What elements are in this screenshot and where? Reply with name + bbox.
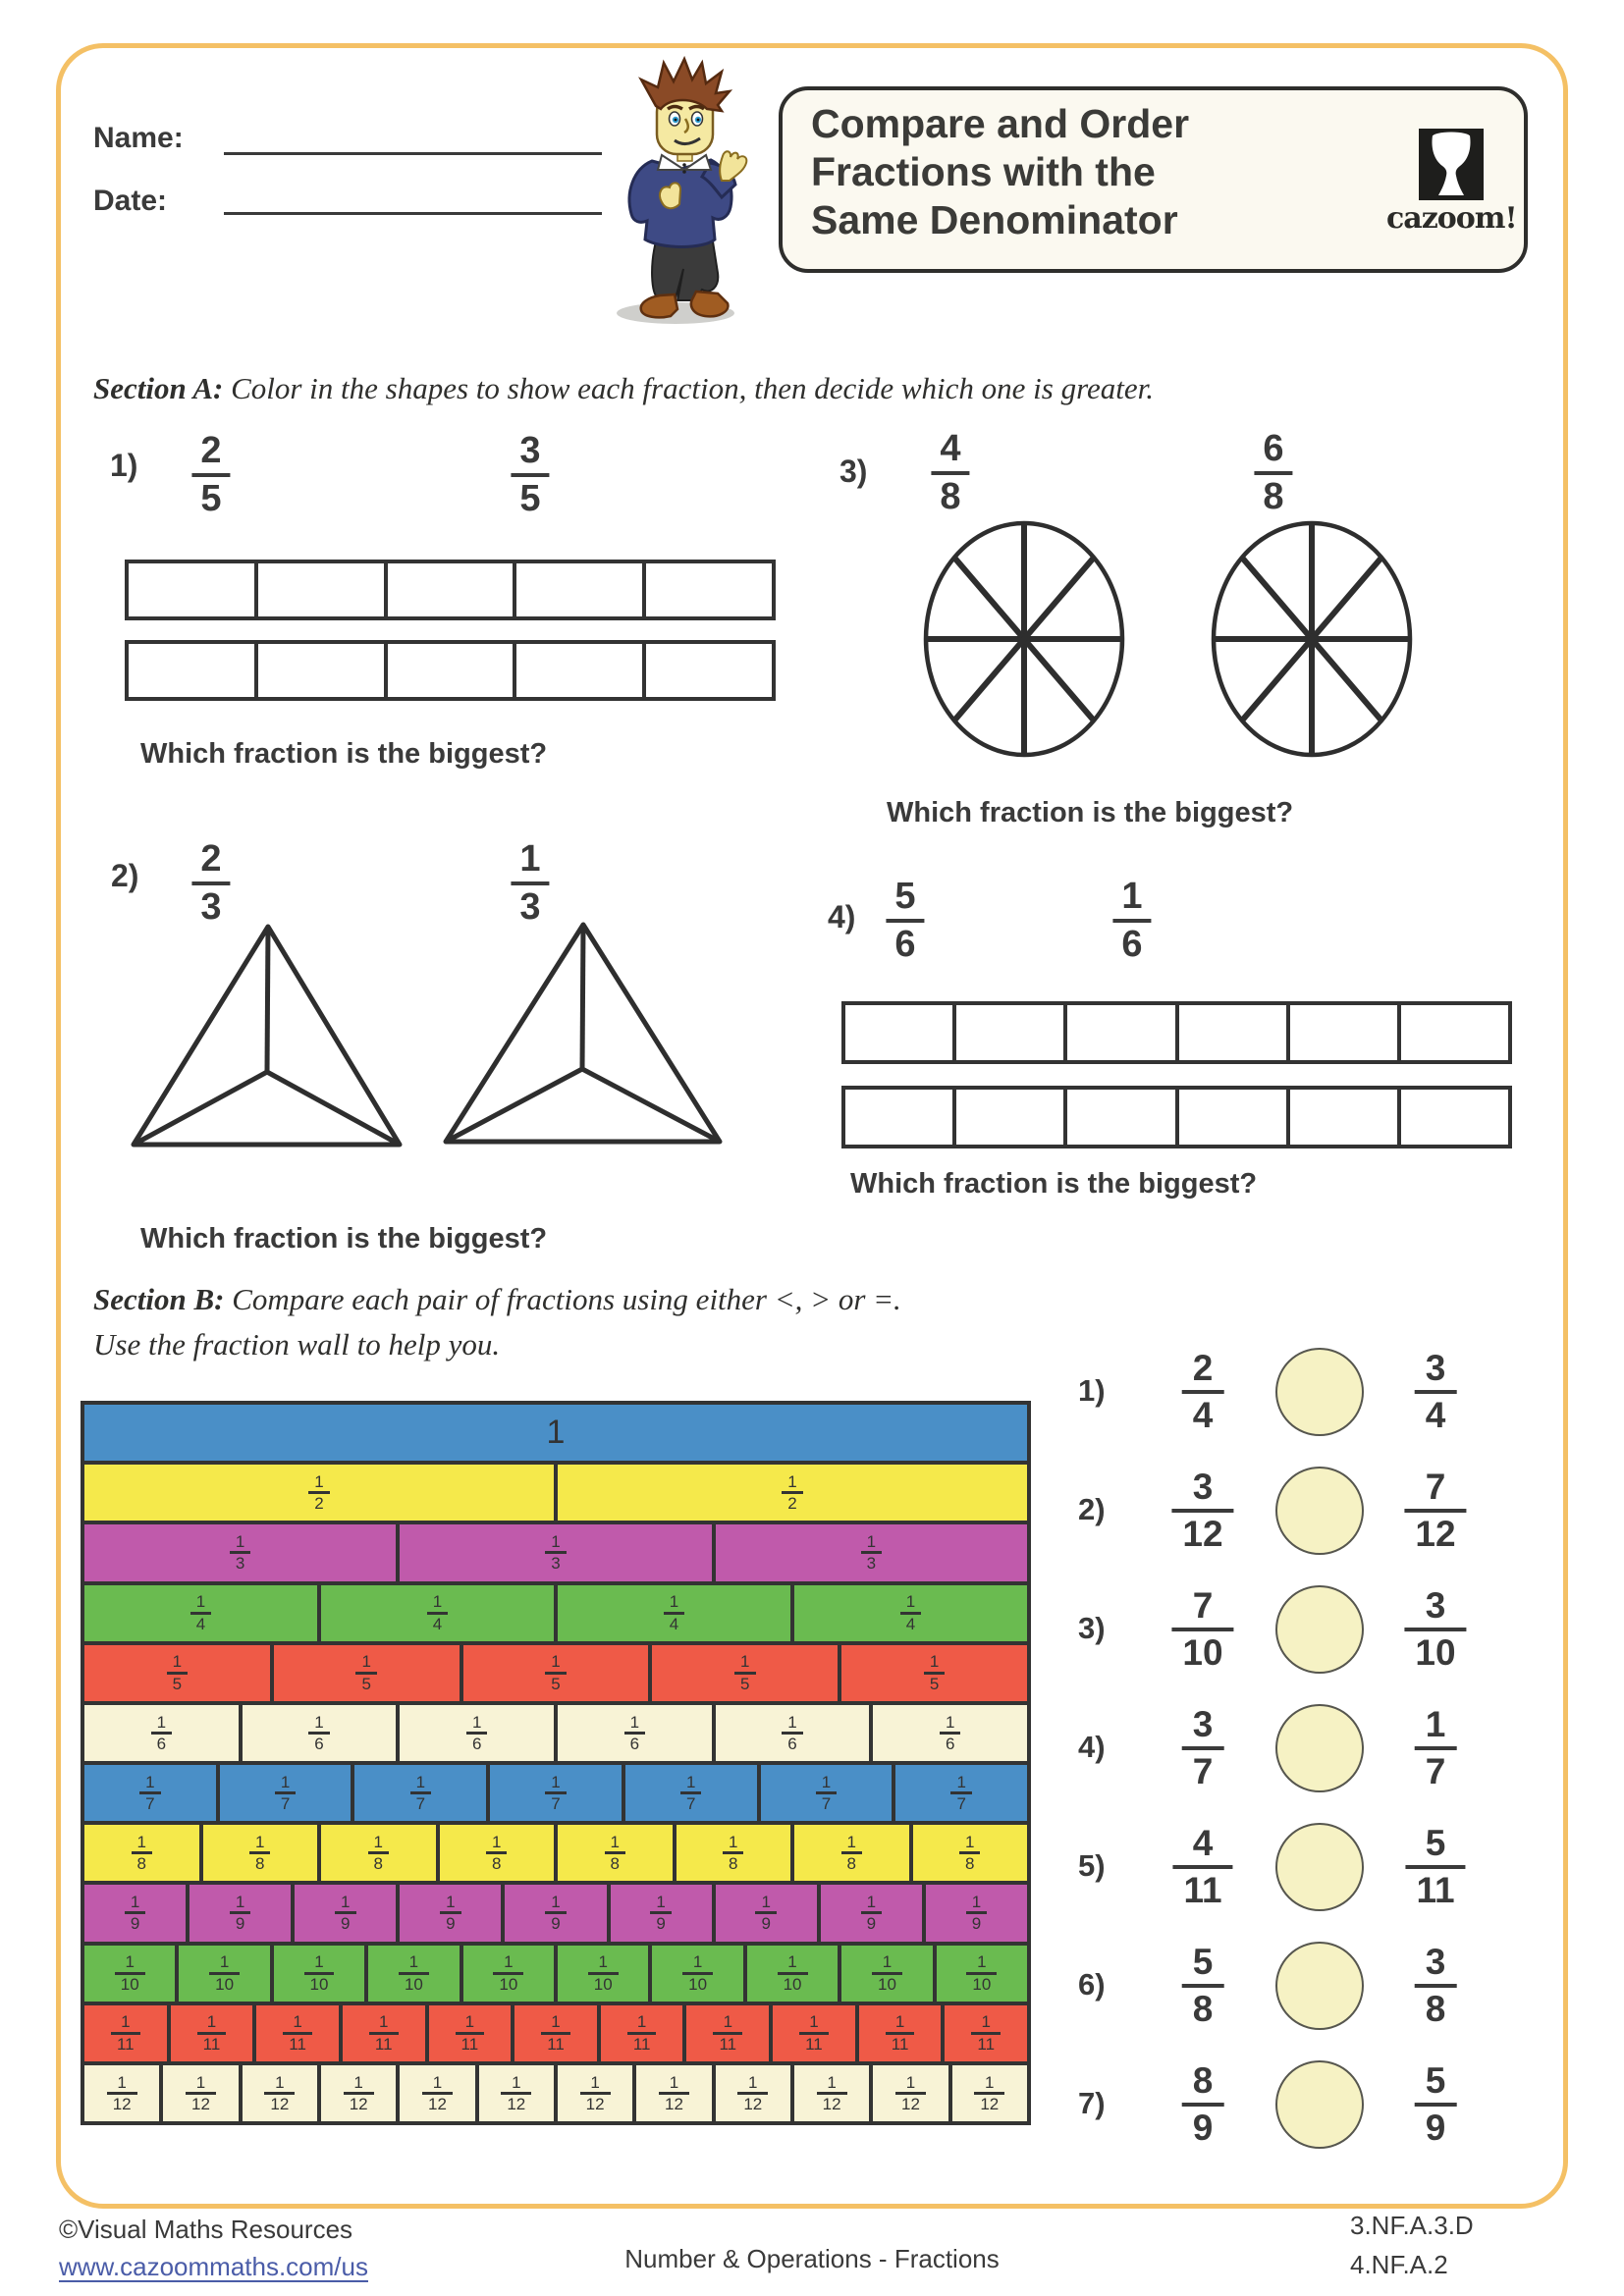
fraction-bar-cell[interactable] <box>1397 1090 1508 1145</box>
wall-cell <box>84 1465 554 1521</box>
fraction-wall <box>81 1401 1031 2125</box>
date-input-line[interactable] <box>224 212 602 215</box>
problem-3-circle-left[interactable] <box>921 518 1127 760</box>
wall-cell <box>163 2065 238 2121</box>
fraction: $\frac{1}{8}$ <box>723 1834 743 1873</box>
wall-cell <box>505 1885 606 1941</box>
problem-4-bar-bottom[interactable] <box>841 1086 1512 1148</box>
fraction: $\frac{1}{7}$ <box>950 1774 971 1813</box>
fraction: 5 8 <box>1182 1944 1224 2027</box>
fraction: $\frac{1}{6}$ <box>940 1714 960 1753</box>
fraction-bar-cell[interactable] <box>642 563 772 616</box>
wall-cell <box>463 1946 554 2002</box>
wall-cell <box>895 1765 1027 1821</box>
wall-row-9 <box>84 1885 1027 1941</box>
fraction: $\frac{1}{8}$ <box>959 1834 980 1873</box>
fraction: $\frac{1}{9}$ <box>125 1894 145 1933</box>
fraction: $\frac{1}{2}$ <box>782 1473 802 1513</box>
problem-2-fraction-right: 1 3 <box>511 840 549 927</box>
fraction: $\frac{1}{9}$ <box>545 1894 566 1933</box>
fraction-bar-cell[interactable] <box>952 1090 1063 1145</box>
fraction: 3 8 <box>1415 1944 1457 2027</box>
fraction: $\frac{1}{11}$ <box>197 2013 227 2053</box>
wall-cell <box>220 1765 352 1821</box>
wall-cell <box>558 1465 1027 1521</box>
fraction: $\frac{1}{5}$ <box>924 1653 945 1692</box>
wall-row-3 <box>84 1524 1027 1580</box>
fraction: $\frac{1}{12}$ <box>501 2074 531 2113</box>
name-input-line[interactable] <box>224 152 602 155</box>
fraction: $\frac{1}{11}$ <box>111 2013 140 2053</box>
fraction: 7 12 <box>1404 1468 1466 1552</box>
fraction: $\frac{1}{9}$ <box>861 1894 882 1933</box>
fraction: $\frac{1}{5}$ <box>355 1653 376 1692</box>
answer-circle[interactable] <box>1275 1823 1364 1911</box>
problem-3-fraction-right: 6 8 <box>1254 430 1292 516</box>
fraction: $\frac{1}{5}$ <box>734 1653 755 1692</box>
cazoom-logo-icon <box>1419 129 1484 200</box>
wall-cell <box>84 1524 396 1580</box>
fraction: $\frac{1}{11}$ <box>369 2013 399 2053</box>
fraction: 7 10 <box>1171 1587 1233 1671</box>
wall-cell <box>558 1825 673 1881</box>
fraction: $\frac{1}{10}$ <box>872 1953 902 1993</box>
comparison-problem-number: 3) <box>1078 1611 1106 1645</box>
wall-cell <box>84 1405 1027 1461</box>
fraction: $\frac{1}{12}$ <box>107 2074 137 2113</box>
problem-2-fraction-left: 2 3 <box>191 840 230 927</box>
wall-cell <box>400 1885 501 1941</box>
wall-cell <box>558 1585 790 1641</box>
wall-cell <box>873 2065 947 2121</box>
problem-3-question: Which fraction is the biggest? <box>887 797 1294 828</box>
wall-row-4 <box>84 1585 1027 1641</box>
fraction: $\frac{1}{2}$ <box>308 1473 329 1513</box>
wall-cell <box>821 1885 922 1941</box>
wall-cell <box>937 1946 1027 2002</box>
fraction: $\frac{1}{6}$ <box>308 1714 329 1753</box>
fraction: $\frac{1}{4}$ <box>900 1593 921 1632</box>
fraction-bar-cell[interactable] <box>384 563 514 616</box>
fraction: 2 4 <box>1182 1350 1224 1433</box>
wall-cell <box>84 1825 199 1881</box>
title-line-2: Fractions with the <box>811 149 1156 194</box>
fraction: 3 7 <box>1182 1706 1224 1789</box>
comparison-row <box>1070 1452 1542 1570</box>
wall-cell <box>841 1645 1027 1701</box>
fraction-bar-cell[interactable] <box>1286 1005 1397 1060</box>
fraction: $\frac{1}{12}$ <box>659 2074 689 2113</box>
fraction: $\frac{1}{11}$ <box>886 2013 915 2053</box>
fraction: 1 7 <box>1415 1706 1457 1789</box>
wall-cell <box>716 1705 870 1761</box>
wall-cell <box>84 2065 159 2121</box>
fraction: $\frac{1}{12}$ <box>974 2074 1004 2113</box>
fraction: $\frac{1}{4}$ <box>664 1593 684 1632</box>
comparison-problem-number: 2) <box>1078 1492 1106 1526</box>
wall-row-5 <box>84 1645 1027 1701</box>
wall-cell <box>179 1946 269 2002</box>
wall-cell <box>256 2005 339 2061</box>
footer-standard-2: 4.NF.A.2 <box>1350 2250 1448 2279</box>
fraction-bar-cell[interactable] <box>1175 1090 1286 1145</box>
wall-cell <box>295 1885 396 1941</box>
comparison-problem-number: 7) <box>1078 2086 1106 2120</box>
fraction-bar-cell[interactable] <box>513 644 642 697</box>
wall-cell <box>490 1765 622 1821</box>
problem-2-triangle-left[interactable] <box>126 919 410 1154</box>
wall-cell <box>400 1524 711 1580</box>
problem-1-bar-top[interactable] <box>125 560 776 620</box>
fraction: $\frac{1}{12}$ <box>264 2074 295 2113</box>
fraction: $\frac{1}{12}$ <box>737 2074 768 2113</box>
fraction: $\frac{1}{7}$ <box>139 1774 160 1813</box>
fraction: $\frac{1}{11}$ <box>541 2013 570 2053</box>
fraction: $\frac{1}{11}$ <box>456 2013 485 2053</box>
problem-2-number: 2) <box>111 858 139 893</box>
fraction: $\frac{1}{7}$ <box>816 1774 837 1813</box>
wall-unit-label: 1 <box>546 1414 566 1452</box>
problem-3-circle-right[interactable] <box>1209 518 1415 760</box>
fraction: $\frac{1}{12}$ <box>344 2074 374 2113</box>
wall-row-7 <box>84 1765 1027 1821</box>
fraction: $\frac{1}{10}$ <box>399 1953 429 1993</box>
fraction: $\frac{1}{8}$ <box>368 1834 389 1873</box>
fraction: $\frac{1}{5}$ <box>545 1653 566 1692</box>
fraction: $\frac{1}{8}$ <box>249 1834 270 1873</box>
section-a-label: Section A: <box>93 371 224 405</box>
wall-cell <box>400 1705 554 1761</box>
fraction: 8 9 <box>1182 2062 1224 2146</box>
wall-cell <box>625 1765 757 1821</box>
wall-cell <box>926 1885 1027 1941</box>
mascot-boy-illustration <box>601 53 770 330</box>
fraction: $\frac{1}{12}$ <box>580 2074 611 2113</box>
fraction: $\frac{1}{6}$ <box>151 1714 172 1753</box>
wall-cell <box>558 1705 712 1761</box>
fraction-bar-cell[interactable] <box>845 1090 952 1145</box>
title-line-3: Same Denominator <box>811 197 1178 242</box>
fraction-bar-cell[interactable] <box>384 644 514 697</box>
fraction-bar-cell[interactable] <box>845 1005 952 1060</box>
comparison-row <box>1070 1571 1542 1688</box>
wall-cell <box>189 1885 291 1941</box>
fraction-bar-cell[interactable] <box>254 644 384 697</box>
problem-3-number: 3) <box>839 454 868 489</box>
wall-cell <box>913 1825 1028 1881</box>
date-label: Date: <box>93 185 168 217</box>
fraction: $\frac{1}{6}$ <box>466 1714 487 1753</box>
section-b-label: Section B: <box>93 1282 225 1316</box>
answer-circle[interactable] <box>1275 2060 1364 2149</box>
wall-cell <box>479 2065 554 2121</box>
problem-2-triangle-right[interactable] <box>438 917 729 1150</box>
section-b-heading-line2: Use the fraction wall to help you. <box>93 1327 501 1362</box>
wall-cell <box>354 1765 486 1821</box>
fraction: $\frac{1}{8}$ <box>132 1834 152 1873</box>
fraction: $\frac{1}{6}$ <box>624 1714 645 1753</box>
answer-circle[interactable] <box>1275 1942 1364 2030</box>
fraction-bar-cell[interactable] <box>1397 1005 1508 1060</box>
fraction: $\frac{1}{9}$ <box>230 1894 250 1933</box>
fraction: 3 4 <box>1415 1350 1457 1433</box>
wall-cell <box>945 2005 1027 2061</box>
fraction: $\frac{1}{9}$ <box>650 1894 671 1933</box>
fraction: $\frac{1}{7}$ <box>545 1774 566 1813</box>
wall-cell <box>794 2065 869 2121</box>
comparison-row <box>1070 1808 1542 1926</box>
fraction: $\frac{1}{10}$ <box>966 1953 997 1993</box>
wall-cell <box>558 2065 632 2121</box>
wall-cell <box>321 1585 554 1641</box>
wall-cell <box>514 2005 597 2061</box>
comparison-problem-number: 6) <box>1078 1967 1106 2002</box>
wall-cell <box>243 2065 317 2121</box>
wall-cell <box>747 1946 838 2002</box>
problem-1-fraction-right: 3 5 <box>511 432 549 518</box>
wall-row-2 <box>84 1465 1027 1521</box>
wall-cell <box>716 1524 1027 1580</box>
fraction: $\frac{1}{6}$ <box>782 1714 802 1753</box>
wall-cell <box>171 2005 253 2061</box>
wall-cell <box>400 2065 474 2121</box>
wall-cell <box>84 2005 167 2061</box>
wall-cell <box>761 1765 893 1821</box>
section-b-instructions: Compare each pair of fractions using either <, > or =. <box>224 1282 901 1316</box>
wall-cell <box>84 1645 270 1701</box>
wall-cell <box>203 1825 318 1881</box>
wall-cell <box>321 1825 436 1881</box>
footer-url-link[interactable]: www.cazoommaths.com/us <box>59 2252 368 2281</box>
wall-cell <box>677 1825 791 1881</box>
wall-cell <box>84 1946 175 2002</box>
problem-4-question: Which fraction is the biggest? <box>850 1168 1258 1200</box>
problem-4-bar-top[interactable] <box>841 1001 1512 1064</box>
answer-circle[interactable] <box>1275 1467 1364 1555</box>
title-line-1: Compare and Order <box>811 101 1190 146</box>
wall-cell <box>440 1825 555 1881</box>
wall-cell <box>652 1645 838 1701</box>
comparison-problem-number: 5) <box>1078 1848 1106 1883</box>
answer-circle[interactable] <box>1275 1348 1364 1436</box>
comparison-row <box>1070 2046 1542 2163</box>
wall-cell <box>794 1825 909 1881</box>
wall-cell <box>463 1645 649 1701</box>
answer-circle[interactable] <box>1275 1585 1364 1674</box>
problem-4-number: 4) <box>828 899 856 934</box>
fraction-bar-cell[interactable] <box>513 563 642 616</box>
wall-row-1 <box>84 1405 1027 1461</box>
problem-1-bar-bottom[interactable] <box>125 640 776 701</box>
wall-cell <box>274 1645 460 1701</box>
wall-cell <box>859 2005 942 2061</box>
answer-circle[interactable] <box>1275 1704 1364 1792</box>
fraction: $\frac{1}{4}$ <box>190 1593 211 1632</box>
fraction: $\frac{1}{10}$ <box>778 1953 808 1993</box>
fraction: $\frac{1}{7}$ <box>275 1774 296 1813</box>
wall-cell <box>84 1885 186 1941</box>
wall-cell <box>652 1946 742 2002</box>
problem-1-fraction-left: 2 5 <box>191 432 230 518</box>
fraction: $\frac{1}{10}$ <box>304 1953 335 1993</box>
fraction: $\frac{1}{11}$ <box>799 2013 829 2053</box>
worksheet-title <box>811 100 1189 244</box>
comparison-problem-number: 4) <box>1078 1730 1106 1764</box>
section-b-heading <box>93 1282 901 1317</box>
problem-2-question: Which fraction is the biggest? <box>140 1223 548 1255</box>
fraction-bar-cell[interactable] <box>642 644 772 697</box>
fraction: $\frac{1}{12}$ <box>817 2074 847 2113</box>
wall-cell <box>601 2005 683 2061</box>
problem-4-fraction-left: 5 6 <box>886 878 924 964</box>
problem-1-question: Which fraction is the biggest? <box>140 738 548 770</box>
cazoom-logo-text: cazoom! <box>1386 201 1517 236</box>
fraction: $\frac{1}{11}$ <box>713 2013 742 2053</box>
footer-topic: Number & Operations - Fractions <box>624 2244 1000 2273</box>
problem-1-number: 1) <box>110 448 138 483</box>
wall-cell <box>686 2005 769 2061</box>
wall-cell <box>841 1946 932 2002</box>
fraction: $\frac{1}{3}$ <box>545 1533 566 1573</box>
fraction: $\frac{1}{3}$ <box>861 1533 882 1573</box>
wall-cell <box>773 2005 855 2061</box>
fraction-bar-cell[interactable] <box>129 563 254 616</box>
fraction-bar-cell[interactable] <box>1286 1090 1397 1145</box>
wall-row-6 <box>84 1705 1027 1761</box>
fraction-bar-cell[interactable] <box>1175 1005 1286 1060</box>
fraction: $\frac{1}{12}$ <box>186 2074 216 2113</box>
fraction: $\frac{1}{11}$ <box>971 2013 1001 2053</box>
problem-3-fraction-left: 4 8 <box>931 430 969 516</box>
fraction-bar-cell[interactable] <box>129 644 254 697</box>
fraction: $\frac{1}{10}$ <box>588 1953 619 1993</box>
wall-row-11 <box>84 2005 1027 2061</box>
wall-row-8 <box>84 1825 1027 1881</box>
fraction: 5 11 <box>1405 1825 1465 1908</box>
wall-cell <box>558 1946 648 2002</box>
fraction: $\frac{1}{8}$ <box>841 1834 862 1873</box>
fraction: $\frac{1}{10}$ <box>209 1953 240 1993</box>
wall-cell <box>343 2005 425 2061</box>
fraction-bar-cell[interactable] <box>254 563 384 616</box>
fraction: $\frac{1}{8}$ <box>605 1834 625 1873</box>
name-label: Name: <box>93 122 184 154</box>
fraction: $\frac{1}{7}$ <box>680 1774 701 1813</box>
fraction: 4 11 <box>1172 1825 1232 1908</box>
fraction-bar-cell[interactable] <box>1063 1090 1174 1145</box>
fraction: $\frac{1}{8}$ <box>486 1834 507 1873</box>
fraction: 3 12 <box>1171 1468 1233 1552</box>
comparison-row <box>1070 1333 1542 1451</box>
wall-cell <box>429 2005 512 2061</box>
fraction: $\frac{1}{12}$ <box>422 2074 453 2113</box>
comparison-problem-number: 1) <box>1078 1373 1106 1408</box>
comparison-row <box>1070 1927 1542 2045</box>
wall-cell <box>84 1585 317 1641</box>
fraction: $\frac{1}{10}$ <box>115 1953 145 1993</box>
fraction: $\frac{1}{3}$ <box>230 1533 250 1573</box>
wall-cell <box>794 1585 1027 1641</box>
fraction: $\frac{1}{12}$ <box>895 2074 926 2113</box>
section-a-heading <box>93 371 1154 406</box>
wall-cell <box>243 1705 397 1761</box>
fraction: $\frac{1}{9}$ <box>755 1894 776 1933</box>
wall-row-12 <box>84 2065 1027 2121</box>
fraction: 3 10 <box>1404 1587 1466 1671</box>
fraction: $\frac{1}{9}$ <box>440 1894 460 1933</box>
wall-cell <box>84 1705 239 1761</box>
fraction: $\frac{1}{10}$ <box>682 1953 713 1993</box>
fraction: $\frac{1}{4}$ <box>427 1593 448 1632</box>
wall-cell <box>84 1765 216 1821</box>
wall-cell <box>611 1885 712 1941</box>
section-a-instructions: Color in the shapes to show each fraction, then decide which one is greater. <box>223 371 1155 405</box>
footer-standard-1: 3.NF.A.3.D <box>1350 2211 1474 2240</box>
fraction-bar-cell[interactable] <box>952 1005 1063 1060</box>
wall-cell <box>873 1705 1027 1761</box>
fraction: 5 9 <box>1415 2062 1457 2146</box>
wall-cell <box>274 1946 364 2002</box>
footer-copyright: ©Visual Maths Resources <box>59 2215 353 2244</box>
fraction: $\frac{1}{5}$ <box>167 1653 188 1692</box>
fraction: $\frac{1}{9}$ <box>966 1894 987 1933</box>
wall-cell <box>952 2065 1027 2121</box>
wall-cell <box>368 1946 459 2002</box>
wall-cell <box>636 2065 711 2121</box>
fraction-bar-cell[interactable] <box>1063 1005 1174 1060</box>
comparison-row <box>1070 1689 1542 1807</box>
fraction: $\frac{1}{9}$ <box>335 1894 355 1933</box>
wall-row-10 <box>84 1946 1027 2002</box>
fraction: $\frac{1}{7}$ <box>410 1774 431 1813</box>
fraction: $\frac{1}{10}$ <box>493 1953 523 1993</box>
fraction: $\frac{1}{11}$ <box>283 2013 312 2053</box>
wall-cell <box>321 2065 396 2121</box>
wall-cell <box>716 1885 817 1941</box>
fraction: $\frac{1}{11}$ <box>627 2013 657 2053</box>
problem-4-fraction-right: 1 6 <box>1112 878 1151 964</box>
wall-cell <box>716 2065 790 2121</box>
